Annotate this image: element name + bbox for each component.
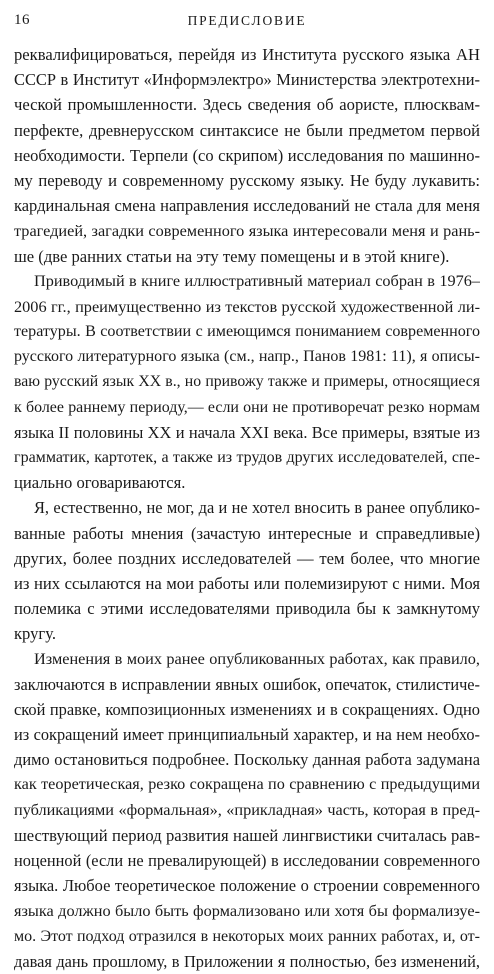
page-number: 16 <box>14 12 30 28</box>
text-line: кардинальная смена направления исследований не стала для меня <box>14 196 480 216</box>
running-header <box>12 12 482 32</box>
text-line: русского литературного языка (см., напр., Панов 1981: 11), я описы- <box>14 348 480 366</box>
text-line: Приводимый в книге иллюстративный материал собран в 1976– <box>34 271 480 290</box>
text-line: тературы. В соответствии с имеющимся пониманием современного <box>14 323 480 341</box>
paragraph <box>14 495 480 646</box>
paragraph <box>14 269 480 496</box>
text-line: шествующий период развития нашей лингвистики считалась рав- <box>14 825 480 845</box>
text-line: ческой промышленности. Здесь сведения об аористе, плюсквам- <box>14 95 480 115</box>
paragraph <box>14 647 480 974</box>
text-line: му переводу и современному русскому языку. Не буду лукавить: <box>14 170 480 190</box>
text-line: необходимости. Терпели (со скрипом) исследования по машинно- <box>14 145 480 165</box>
text-line: циально оговариваются. <box>14 473 186 493</box>
text-line: реквалифицироваться, перейдя из Института русского языка АН <box>14 45 480 64</box>
section-title: ПРЕДИСЛОВИЕ <box>187 13 307 28</box>
text-line: публикациями «формальная», «прикладная» часть, которая в пред- <box>14 800 480 819</box>
text-line: Я, естественно, не мог, да и не хотел вносить в ранее опублико- <box>34 498 480 518</box>
text-line: давая дань прошлому, в Приложении я полностью, без изменений, <box>14 951 480 971</box>
text-line: СССР в Институт «Информэлектро» Министерства электротехни- <box>14 70 480 90</box>
text-line: мо. Этот подход отразился в некоторых моих ранних работах, и, от- <box>14 927 480 945</box>
text-line: перфекте, древнерусском синтаксисе не были предметом первой <box>14 120 480 140</box>
text-line: димо остановиться подробнее. Поскольку данная работа задумана <box>14 750 480 770</box>
body-text <box>14 42 480 974</box>
text-line: ваю русский язык XX в., но привожу также и примеры, относящиеся <box>14 373 480 391</box>
text-line: заключаются в исправлении явных ошибок, опечаток, стилистиче- <box>14 674 480 694</box>
text-line: как теоретическая, резко сокращена по сравнению с предыдущими <box>14 775 480 794</box>
text-line: грамматик, картотек, а также из трудов других исследователей, спе- <box>14 449 480 466</box>
text-line: других, более поздних исследователей — тем более, что многие <box>14 548 480 568</box>
text-line: из них ссылаются на мои работы или полемизируют с ними. Моя <box>14 573 480 593</box>
paragraph <box>14 42 480 269</box>
text-line: ванные работы мнения (зачастую интересные и справедливые) <box>14 523 480 543</box>
text-line: ноценной (если не превалирующей) в исследовании современного <box>14 851 480 870</box>
text-line: кругу. <box>14 624 57 644</box>
text-line: языка II половины XX и начала XXI века. Все примеры, взятые из <box>14 422 480 442</box>
text-line: языка. Любое теоретическое положение о строении современного <box>14 876 480 896</box>
text-line: ской правке, композиционных изменениях и в сокращениях. Одно <box>14 699 480 719</box>
text-line: из сокращений имеет принципиальный характер, и на нем необхо- <box>14 725 480 745</box>
text-line: к более раннему периоду,— если они не противоречат резко нормам <box>14 398 480 416</box>
text-line: Изменения в моих ранее опубликованных работах, как правило, <box>34 649 480 668</box>
text-line: 2006 гг., преимущественно из текстов русской художественной ли- <box>14 296 480 316</box>
text-line: полемика с этими исследователями приводила бы к замкнутому <box>14 599 480 619</box>
text-line: трагедией, загадки современного языка интересовали меня и рань- <box>14 221 480 241</box>
text-line: ше (две ранних статьи на эту тему помещены и в этой книге). <box>14 246 450 266</box>
text-line: языка должно было быть формализовано или хотя бы формализуе- <box>14 901 480 921</box>
